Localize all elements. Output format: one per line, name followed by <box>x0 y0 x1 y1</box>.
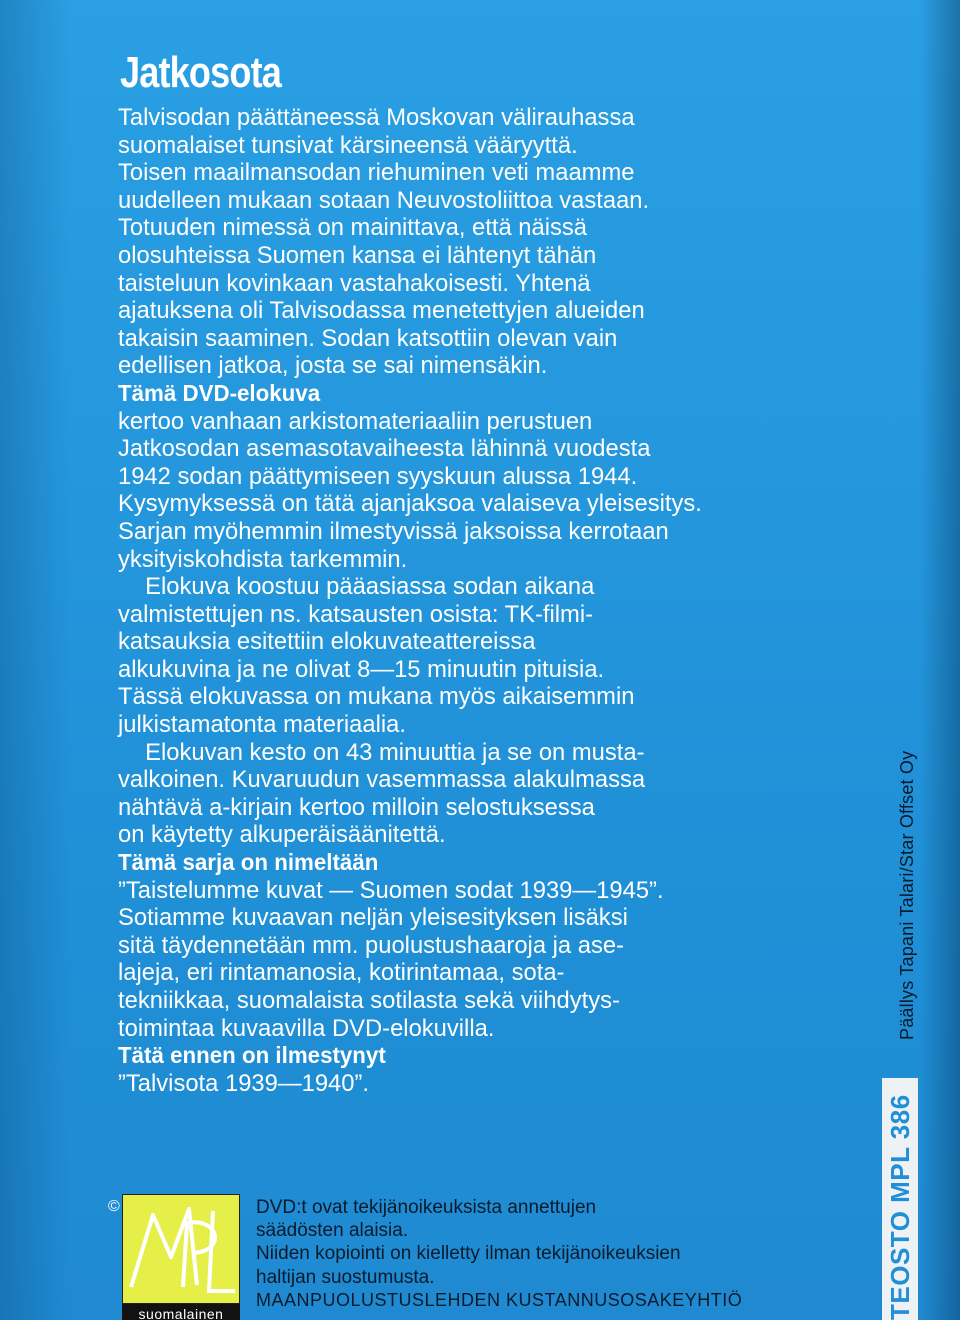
text-line: Elokuvan kesto on 43 minuuttia ja se on musta- <box>145 738 645 766</box>
text-line: suomalaiset tunsivat kärsineensä vääryyttä. <box>118 131 578 159</box>
description-text <box>118 104 826 1097</box>
catalog-code: TEOSTO MPL 386 <box>885 1094 915 1320</box>
text-line: Sarjan myöhemmin ilmestyvissä jaksoissa kerrotaan <box>118 517 669 545</box>
text-line: alkukuvina ja ne olivat 8—15 minuutin pituisia. <box>118 655 605 683</box>
text-line: valkoinen. Kuvaruudun vasemmassa alakulmassa <box>118 766 646 794</box>
text-line: Talvisodan päättäneessä Moskovan välirauhassa <box>118 104 635 131</box>
text-line: Kysymyksessä on tätä ajanjaksoa valaiseva yleisesitys. <box>118 490 702 518</box>
text-line: Totuuden nimessä on mainittava, että näissä <box>118 214 587 242</box>
text-line: julkistamatonta materiaalia. <box>118 711 406 739</box>
cover-design-credit: Päällys Tapani Talari/Star Offset Oy <box>897 750 917 1040</box>
text-line: ”Taistelumme kuvat — Suomen sodat 1939—1945”. <box>118 876 664 904</box>
section-heading: Tämä DVD-elokuva <box>118 379 321 406</box>
copyright-notice <box>256 1196 866 1312</box>
text-line: olosuhteissa Suomen kansa ei lähtenyt tähän <box>118 241 597 269</box>
publisher-logo <box>122 1194 240 1304</box>
text-line: nähtävä a-kirjain kertoo milloin selostuksessa <box>118 793 595 821</box>
text-line: toimintaa kuvaavilla DVD-elokuvilla. <box>118 1014 495 1042</box>
text-line: takaisin saaminen. Sodan katsottiin olevan vain <box>118 324 618 352</box>
text-line: 1942 sodan päättymiseen syyskuun alussa 1944. <box>118 462 638 490</box>
section-heading: Tämä sarja on nimeltään <box>118 849 379 876</box>
text-line: kertoo vanhaan arkistomateriaaliin perustuen <box>118 407 593 435</box>
left-shadow <box>0 0 70 1320</box>
copyright-symbol: © <box>108 1198 120 1215</box>
cover-title: Jatkosota <box>120 48 282 97</box>
publisher-name: MAANPUOLUSTUSLEHDEN KUSTANNUSOSAKEYHTIÖ <box>256 1289 743 1310</box>
notice-line: haltijan suostumusta. <box>256 1266 435 1288</box>
text-line: ”Talvisota 1939—1940”. <box>118 1069 370 1097</box>
section-heading: Tätä ennen on ilmestynyt <box>118 1042 386 1069</box>
text-line: Elokuva koostuu pääasiassa sodan aikana <box>145 573 595 601</box>
footer <box>0 1188 880 1320</box>
notice-line: säädösten alaisia. <box>256 1220 409 1242</box>
text-line: tekniikkaa, suomalaista sotilasta sekä viihdytys- <box>118 987 620 1014</box>
text-line: on käytetty alkuperäisäänitettä. <box>118 821 446 849</box>
notice-line: DVD:t ovat tekijänoikeuksista annettujen <box>256 1197 597 1218</box>
mpl-logo-icon <box>123 1195 241 1305</box>
text-line: katsauksia esitettiin elokuvateattereissa <box>118 628 536 656</box>
text-line: lajeja, eri rintamanosia, kotirintamaa, sota- <box>118 959 565 987</box>
text-line: Jatkosodan asemasotavaiheesta lähinnä vuodesta <box>118 435 651 463</box>
text-line: ajatuksena oli Talvisodassa menetettyjen alueiden <box>118 297 645 325</box>
text-line: yksityiskohdista tarkemmin. <box>118 545 408 573</box>
text-line: valmistettujen ns. katsausten osista: TK-filmi- <box>118 600 594 628</box>
text-line: Toisen maailmansodan riehuminen veti maamme <box>118 159 635 187</box>
notice-line: Niiden kopiointi on kielletty ilman tekijänoikeuksien <box>256 1243 681 1265</box>
right-shadow <box>920 0 960 1320</box>
text-line: taisteluun kovinkaan vastahakoisesti. Yhtenä <box>118 269 591 297</box>
text-line: edellisen jatkoa, josta se sai nimensäkin. <box>118 352 548 380</box>
text-line: Tässä elokuvassa on mukana myös aikaisemmin <box>118 683 635 711</box>
text-line: uudelleen mukaan sotaan Neuvostoliittoa vastaan. <box>118 186 650 214</box>
text-line: Sotiamme kuvaavan neljän yleisesityksen lisäksi <box>118 904 628 932</box>
logo-caption: suomalainen <box>122 1304 240 1320</box>
text-line: sitä täydennetään mm. puolustushaaroja ja ase- <box>118 931 624 959</box>
